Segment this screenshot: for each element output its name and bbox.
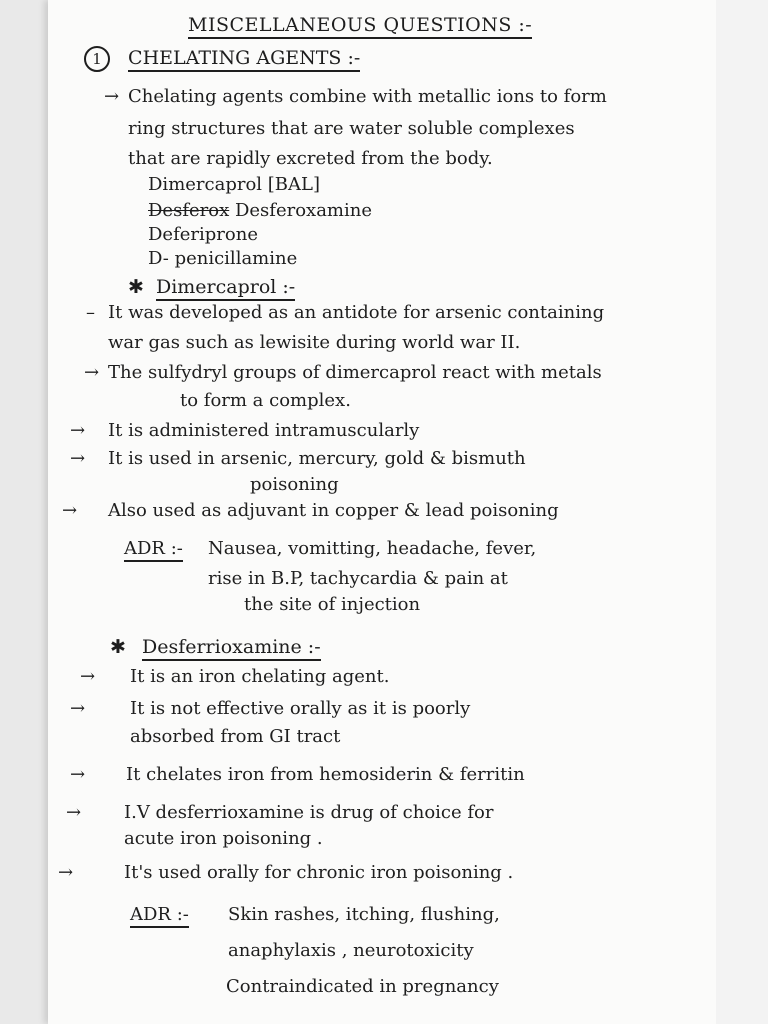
adr-line: Nausea, vomitting, headache, fever,: [208, 538, 537, 559]
point-line: It is administered intramuscularly: [108, 420, 420, 441]
star-icon: ✱: [110, 636, 126, 658]
intro-line: ring structures that are water soluble complexes: [128, 118, 575, 139]
point-line: It is not effective orally as it is poorly: [130, 698, 471, 719]
section-number: 1: [84, 46, 110, 72]
desferrioxamine-heading: ✱ Desferrioxamine :-: [110, 636, 321, 658]
page-title: MISCELLANEOUS QUESTIONS :-: [188, 14, 532, 36]
adr-line: the site of injection: [244, 594, 421, 615]
bullet-arrow: →: [84, 362, 100, 383]
page-edge: [716, 0, 768, 1024]
adr-line: anaphylaxis , neurotoxicity: [228, 940, 474, 961]
bullet-arrow: →: [80, 666, 96, 687]
point-line: war gas such as lewisite during world war II.: [108, 332, 521, 353]
section-title: CHELATING AGENTS :-: [128, 47, 360, 72]
bullet-arrow: →: [58, 862, 74, 883]
point-line: to form a complex.: [180, 390, 351, 411]
adr-line: Skin rashes, itching, flushing,: [228, 904, 500, 925]
agent-item: D- penicillamine: [148, 248, 298, 269]
point-line: It's used orally for chronic iron poisoning .: [124, 862, 514, 883]
point-line: It was developed as an antidote for arsenic containing: [108, 302, 605, 323]
intro-line: Chelating agents combine with metallic ions to form: [128, 86, 607, 107]
adr-label: ADR :-: [130, 904, 189, 925]
bullet-arrow: →: [66, 802, 82, 823]
bullet-arrow: →: [62, 500, 78, 521]
point-line: It chelates iron from hemosiderin & ferritin: [126, 764, 525, 785]
adr-label: ADR :-: [124, 538, 183, 559]
intro-line: that are rapidly excreted from the body.: [128, 148, 493, 169]
point-line: It is an iron chelating agent.: [130, 666, 390, 687]
bullet-arrow: →: [70, 448, 86, 469]
agent-item: Desferox Desferoxamine: [148, 200, 372, 221]
point-line: absorbed from GI tract: [130, 726, 341, 747]
point-line: It is used in arsenic, mercury, gold & bismuth: [108, 448, 526, 469]
bullet-dash: –: [86, 302, 95, 323]
agent-item: Dimercaprol [BAL]: [148, 174, 320, 195]
star-icon: ✱: [128, 276, 144, 298]
point-line: Also used as adjuvant in copper & lead poisoning: [108, 500, 559, 521]
point-line: poisoning: [250, 474, 339, 495]
bullet-arrow: →: [70, 698, 86, 719]
bullet-arrow: →: [70, 764, 86, 785]
bullet-arrow: →: [104, 86, 120, 107]
adr-line: Contraindicated in pregnancy: [226, 976, 499, 997]
point-line: acute iron poisoning .: [124, 828, 323, 849]
dimercaprol-heading: ✱ Dimercaprol :-: [128, 276, 295, 298]
agent-item: Deferiprone: [148, 224, 258, 245]
struck-word: Desferox: [148, 200, 230, 221]
point-line: The sulfydryl groups of dimercaprol react with metals: [108, 362, 602, 383]
point-line: I.V desferrioxamine is drug of choice for: [124, 802, 494, 823]
section-heading: [84, 46, 360, 72]
adr-line: rise in B.P, tachycardia & pain at: [208, 568, 508, 589]
bullet-arrow: →: [70, 420, 86, 441]
